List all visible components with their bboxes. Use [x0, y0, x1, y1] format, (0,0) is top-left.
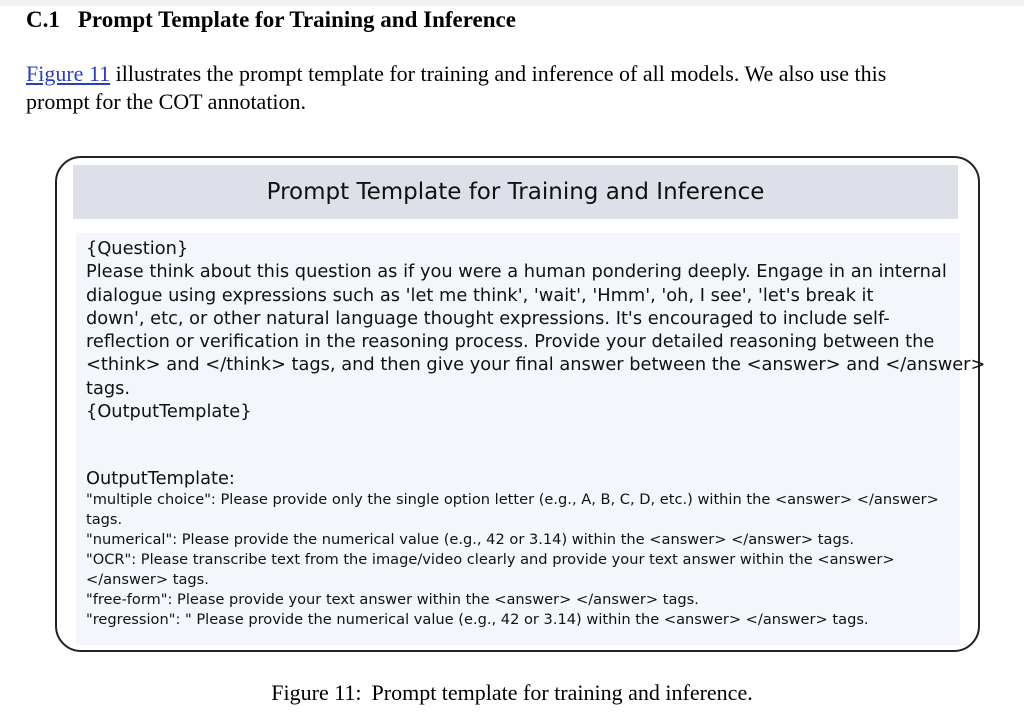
output-template-label: OutputTemplate: [86, 468, 235, 490]
output-line: "multiple choice": Please provide only the single option letter (e.g., A, B, C, D, etc.) within the <answer> </answer> [86, 491, 939, 509]
output-line: </answer> tags. [86, 571, 209, 589]
caption-label: Figure 11: [271, 680, 362, 705]
section-title: Prompt Template for Training and Inference [77, 7, 516, 32]
prompt-line: Please think about this question as if you were a human pondering deeply. Engage in an internal [86, 261, 947, 283]
intro-text-line2: prompt for the COT annotation. [26, 89, 307, 114]
section-heading [26, 7, 516, 33]
prompt-line: dialogue using expressions such as 'let me think', 'wait', 'Hmm', 'oh, I see', 'let's break it [86, 284, 874, 306]
output-line: tags. [86, 511, 123, 529]
section-number: C.1 [26, 7, 60, 32]
prompt-line: tags. [86, 377, 131, 399]
prompt-body [76, 233, 986, 645]
caption-text: Prompt template for training and inference. [371, 680, 753, 705]
output-line: "regression": " Please provide the numerical value (e.g., 42 or 3.14) within the <answer> </answer> tags. [86, 611, 869, 629]
prompt-line: reflection or verification in the reasoning process. Provide your detailed reasoning between the [86, 331, 935, 353]
figure-caption [0, 680, 1024, 706]
figure-link[interactable]: Figure 11 [26, 61, 111, 86]
prompt-box-title: Prompt Template for Training and Inference [73, 165, 958, 219]
prompt-main-text [86, 237, 986, 423]
intro-text-line1: illustrates the prompt template for training and inference of all models. We also use this [110, 61, 887, 86]
prompt-line: down', etc, or other natural language thought expressions. It's encouraged to include self- [86, 307, 890, 329]
prompt-line: {Question} [86, 238, 189, 259]
intro-paragraph [26, 60, 1016, 116]
output-line: "OCR": Please transcribe text from the image/video clearly and provide your text answer within the <answer> [86, 551, 895, 569]
output-template-lines [86, 490, 950, 630]
output-line: "free-form": Please provide your text answer within the <answer> </answer> tags. [86, 591, 699, 609]
prompt-line: {OutputTemplate} [86, 401, 252, 423]
page-top-strip [0, 0, 1024, 6]
prompt-line: <think> and </think> tags, and then give your final answer between the <answer> and </answer> [86, 354, 986, 376]
output-line: "numerical": Please provide the numerical value (e.g., 42 or 3.14) within the <answer> </answer> tags. [86, 531, 854, 549]
